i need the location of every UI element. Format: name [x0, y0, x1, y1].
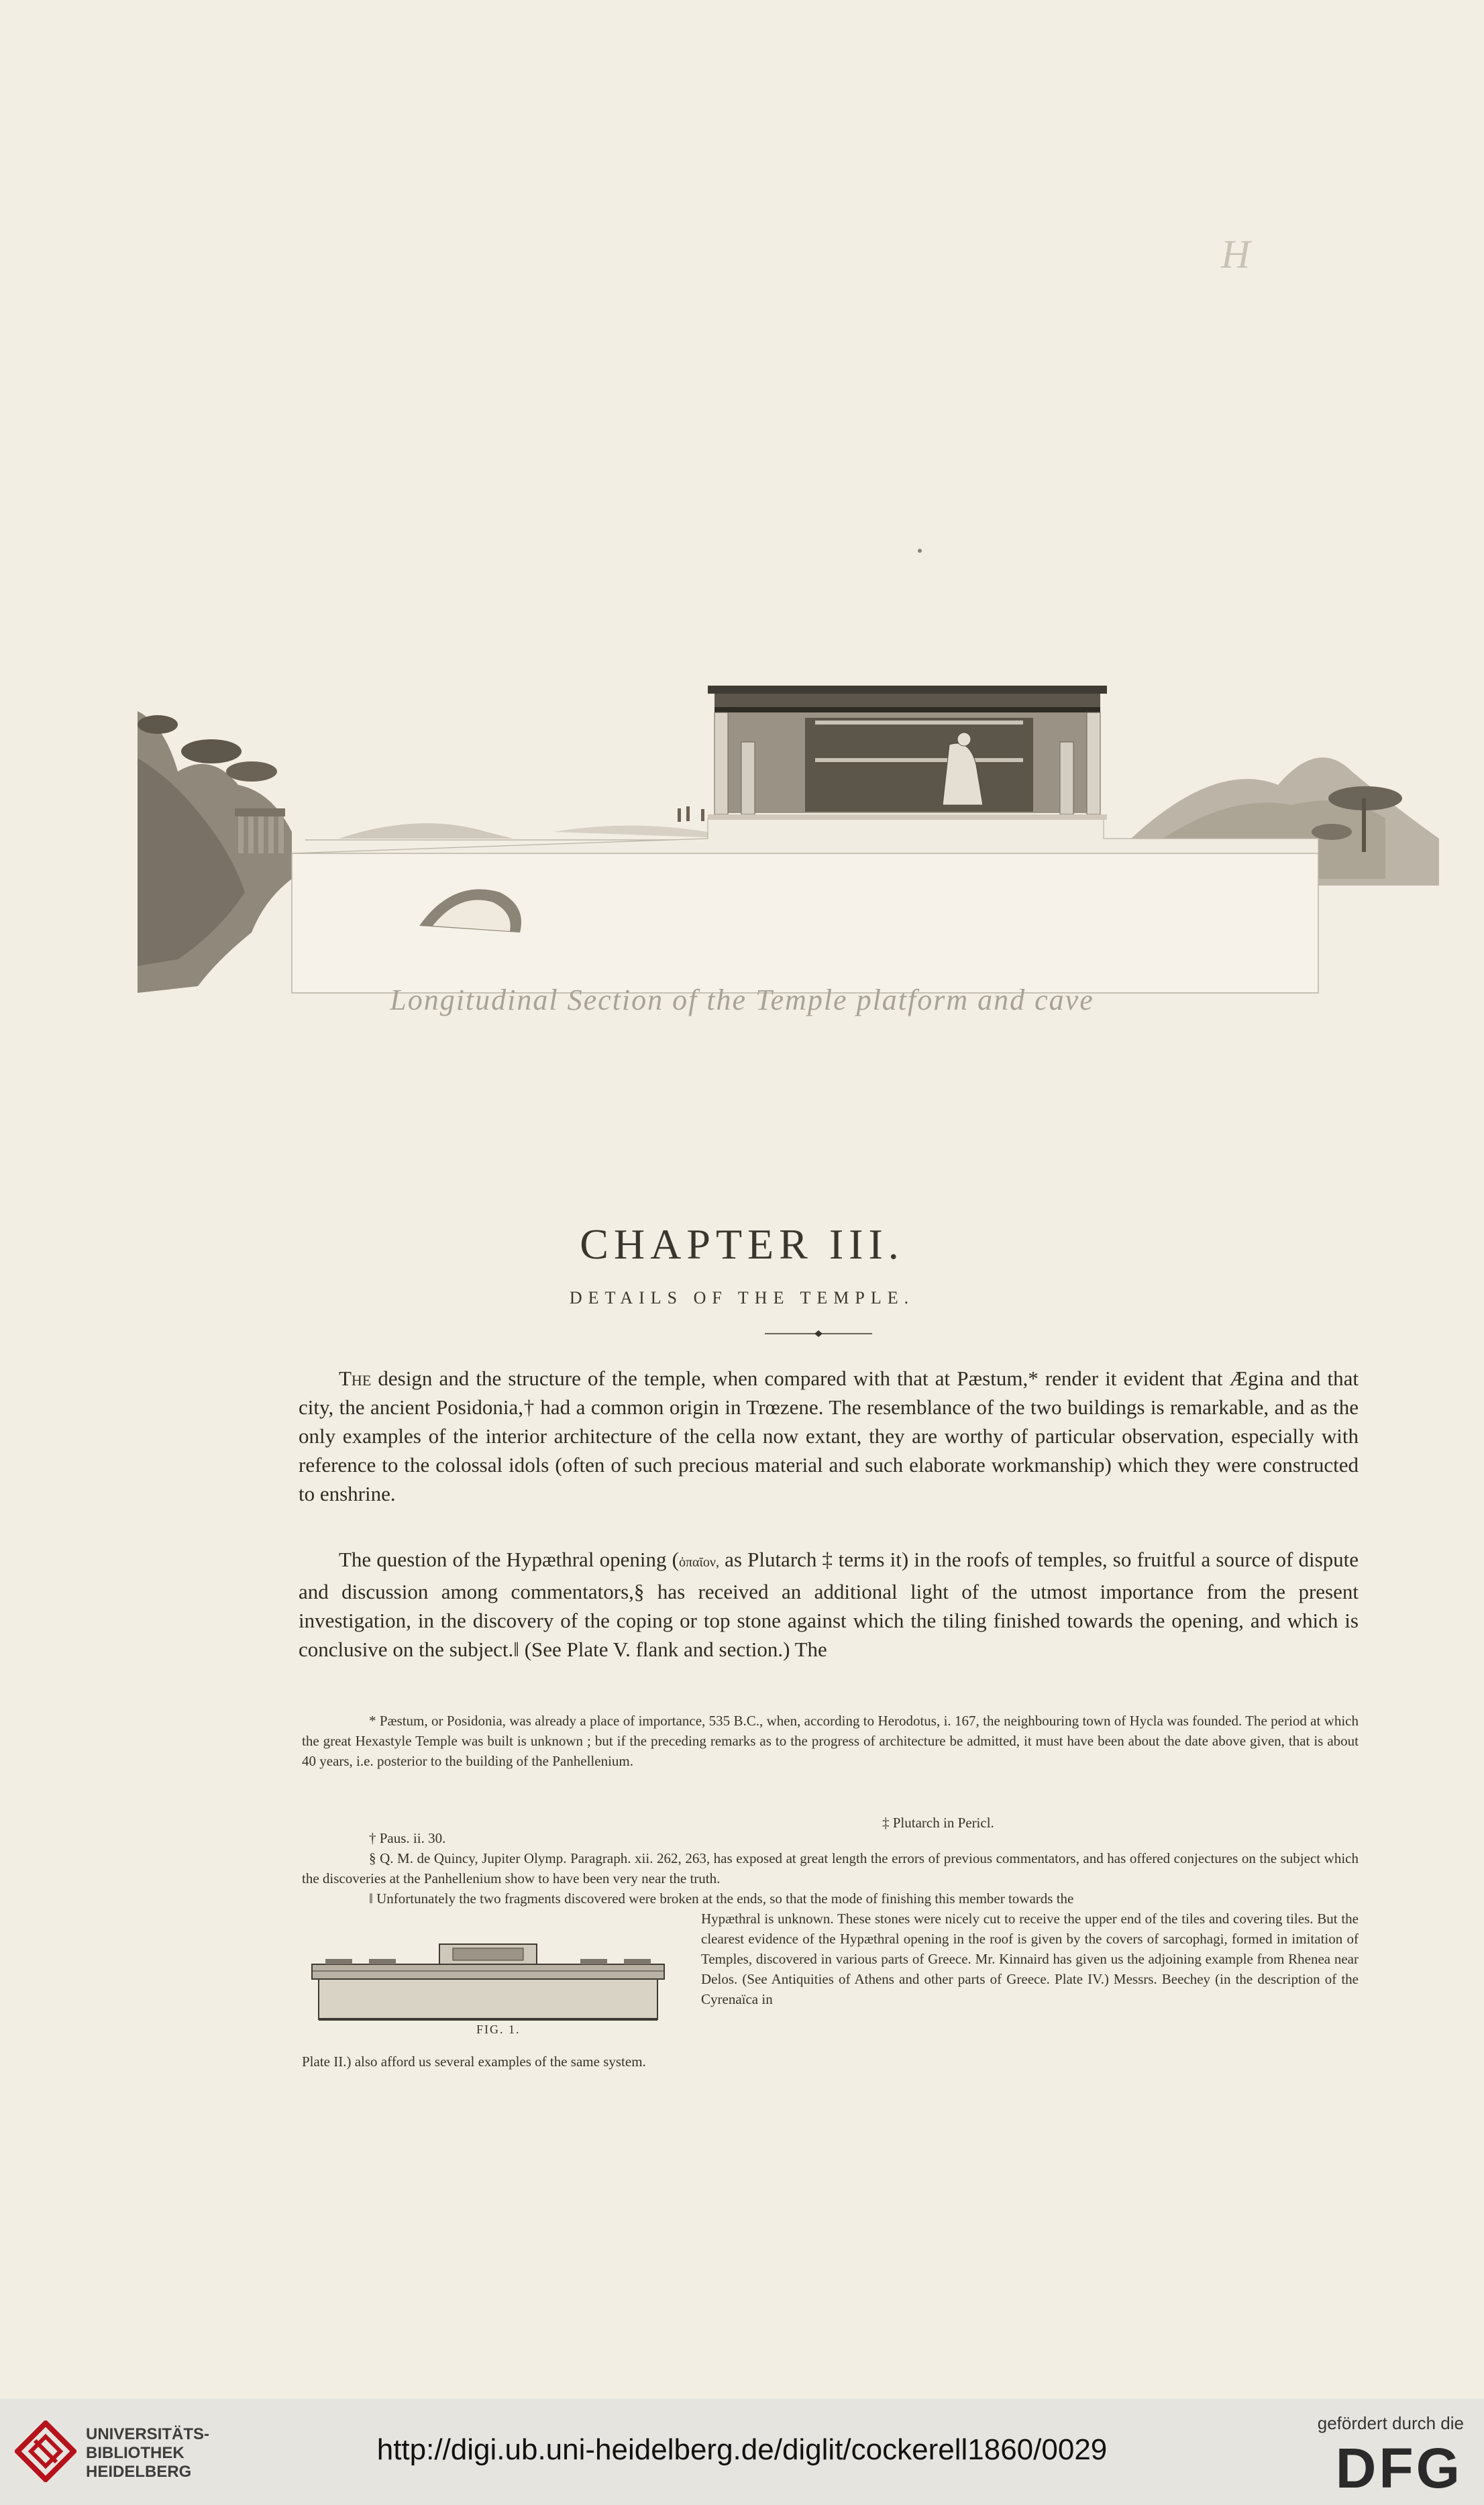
paragraph-2-start: The question of the Hypæthral opening (	[339, 1548, 679, 1571]
chapter-subtitle: DETAILS OF THE TEMPLE.	[569, 1288, 915, 1308]
paragraph-2-rest: as Plutarch ‡ terms it) in the roofs of temples, so fruitful a source of dispute and discussion among commentators,§ has received an additional light of the utmost importance from the present investigation, in the discovery of the coping or top stone against which the tiling finished towards the opening, and which is conclusive on the subject.‖ (See Plate V. flank and section.) The	[299, 1548, 1359, 1661]
footnote-quincy: § Q. M. de Quincy, Jupiter Olymp. Paragraph. xii. 262, 263, has exposed at great length the errors of previous commentators, and has offered conjectures on the subject which the discoveries at the Panhellenium show to have been very near the truth.	[302, 1850, 1359, 1886]
footnote-pausanias: † Paus. ii. 30.	[369, 1830, 446, 1846]
engraving-plate	[138, 678, 1439, 1000]
viewer-footer	[0, 2398, 1484, 2505]
dfg-logo: DFG	[1335, 2437, 1463, 2500]
permalink-url[interactable]: http://digi.ub.uni-heidelberg.de/diglit/cockerell1860/0029	[376, 2433, 1108, 2466]
temple-section-illustration	[138, 678, 1439, 1000]
pencil-mark: H	[1221, 232, 1251, 276]
plate-caption: Longitudinal Section of the Temple platform and cave	[390, 983, 1094, 1016]
ornament-divider	[765, 1330, 872, 1338]
funding-note: gefördert durch die	[1317, 2413, 1464, 2433]
figure-label: FIG. 1.	[476, 2023, 521, 2036]
footnote-pastum: * Pæstum, or Posidonia, was already a place of importance, 535 B.C., when, according to Herodotus, i. 167, the neighbouring town of Hycla was founded. The period at which the great Hexastyle Temple was built is unknown ; but if the preceding remarks as to the progress of architecture be admitted, it must have been about the date above given, that is about 40 years, i.e. posterior to the building of the Panhellenium.	[302, 1713, 1359, 1769]
paragraph-1-body: design and the structure of the temple, when compared with that at Pæstum,* render it evident that Ægina and that city, the ancient Posidonia,† had a common origin in Trœzene. The resemblance of the two buildings is remarkable, and as the only examples of the interior architecture of the cella now extant, they are worthy of particular observation, especially with reference to the colossal idols (often of such precious material and such elaborate workmanship) which they were constructed to enshrine.	[299, 1367, 1359, 1505]
footnote-fragments-continued: Hypæthral is unknown. These stones were nicely cut to receive the upper end of the tiles and covering tiles. But the clearest evidence of the Hypæthral opening in the roof is given by the covers of sarcophagi, formed in imitation of Temples, discovered in various parts of Greece. Mr. Kinnaird has given us the adjoining example from Rhenea near Delos. (See Antiquities of Athens and other parts of Greece. Plate IV.) Messrs. Beechey (in the description of the Cyrenaïca in	[701, 1911, 1359, 2007]
chapter-title: CHAPTER III.	[580, 1220, 904, 1268]
paragraph-2	[299, 1545, 1359, 1664]
paragraph-1	[299, 1364, 1359, 1508]
speck	[918, 549, 922, 553]
sarcophagus-cover-figure	[305, 1932, 671, 2023]
paragraph-1-lead: The	[339, 1367, 372, 1390]
temple-section	[708, 686, 1107, 820]
footnote-plutarch: ‡ Plutarch in Pericl.	[882, 1815, 994, 1831]
footnote-fragments-first-line: ‖ Unfortunately the two fragments discovered were broken at the ends, so that the mode of finishing this member towards the	[369, 1890, 1074, 1907]
greek-term: ὀπαῖον,	[678, 1555, 719, 1570]
university-library-name: UNIVERSITÄTS- BIBLIOTHEK HEIDELBERG	[86, 2425, 210, 2481]
footnote-fragments-end: Plate II.) also afford us several examples of the same system.	[302, 2054, 646, 2070]
